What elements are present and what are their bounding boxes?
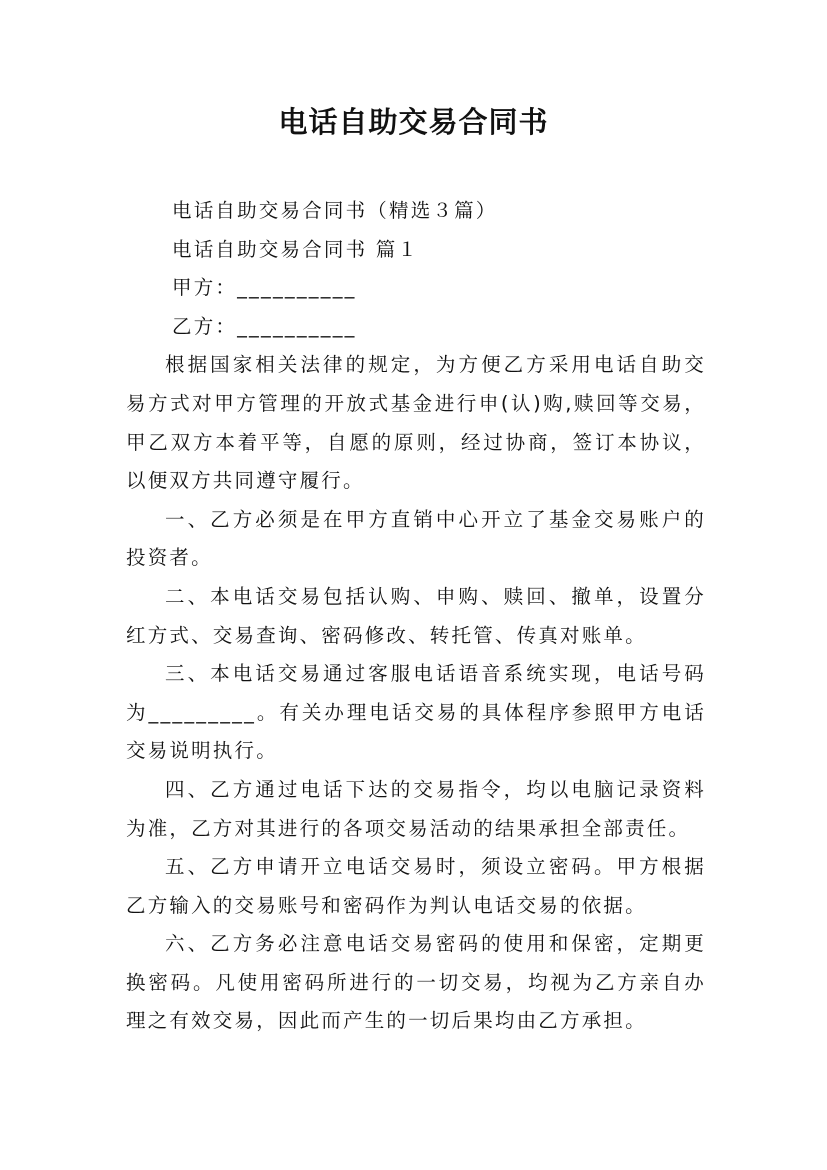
paragraph-clause-5: 五、乙方申请开立电话交易时，须设立密码。甲方根据乙方输入的交易账号和密码作为判认电话交易的依据。 <box>126 855 706 917</box>
party-b-blank: __________ <box>237 314 357 338</box>
party-a-label: 甲方： <box>172 276 238 300</box>
paragraph-clause-6: 六、乙方务必注意电话交易密码的使用和保密，定期更换密码。凡使用密码所进行的一切交易，均视为乙方亲自办理之有效交易，因此而产生的一切后果均由乙方承担。 <box>126 932 706 1033</box>
section-heading: 电话自助交易合同书 篇１ <box>172 237 420 261</box>
party-a-line <box>126 269 706 308</box>
paragraph-clause-2: 二、本电话交易包括认购、申购、赎回、撤单，设置分红方式、交易查询、密码修改、转托管、传真对账单。 <box>126 584 706 647</box>
party-b-label: 乙方： <box>172 314 238 338</box>
document-body <box>126 192 706 1041</box>
paragraph-preamble: 根据国家相关法律的规定，为方便乙方采用电话自助交易方式对甲方管理的开放式基金进行申(认)购,赎回等交易，甲乙双方本着平等，自愿的原则，经过协商，签订本协议，以便双方共同遵守履行。 <box>126 353 706 493</box>
party-a-blank: __________ <box>237 276 357 300</box>
paragraph-clause-1: 一、乙方必须是在甲方直销中心开立了基金交易账户的投资者。 <box>126 507 706 570</box>
paragraph-clause-4: 四、乙方通过电话下达的交易指令，均以电脑记录资料为准，乙方对其进行的各项交易活动的结果承担全部责任。 <box>126 777 706 840</box>
party-b-line <box>126 308 706 347</box>
document-title: 电话自助交易合同书 <box>278 105 549 139</box>
document-subtitle: 电话自助交易合同书（精选３篇） <box>172 199 498 222</box>
paragraph-clause-3: 三、本电话交易通过客服电话语音系统实现，电话号码为_________。有关办理电话交易的具体程序参照甲方电话交易说明执行。 <box>126 662 706 763</box>
